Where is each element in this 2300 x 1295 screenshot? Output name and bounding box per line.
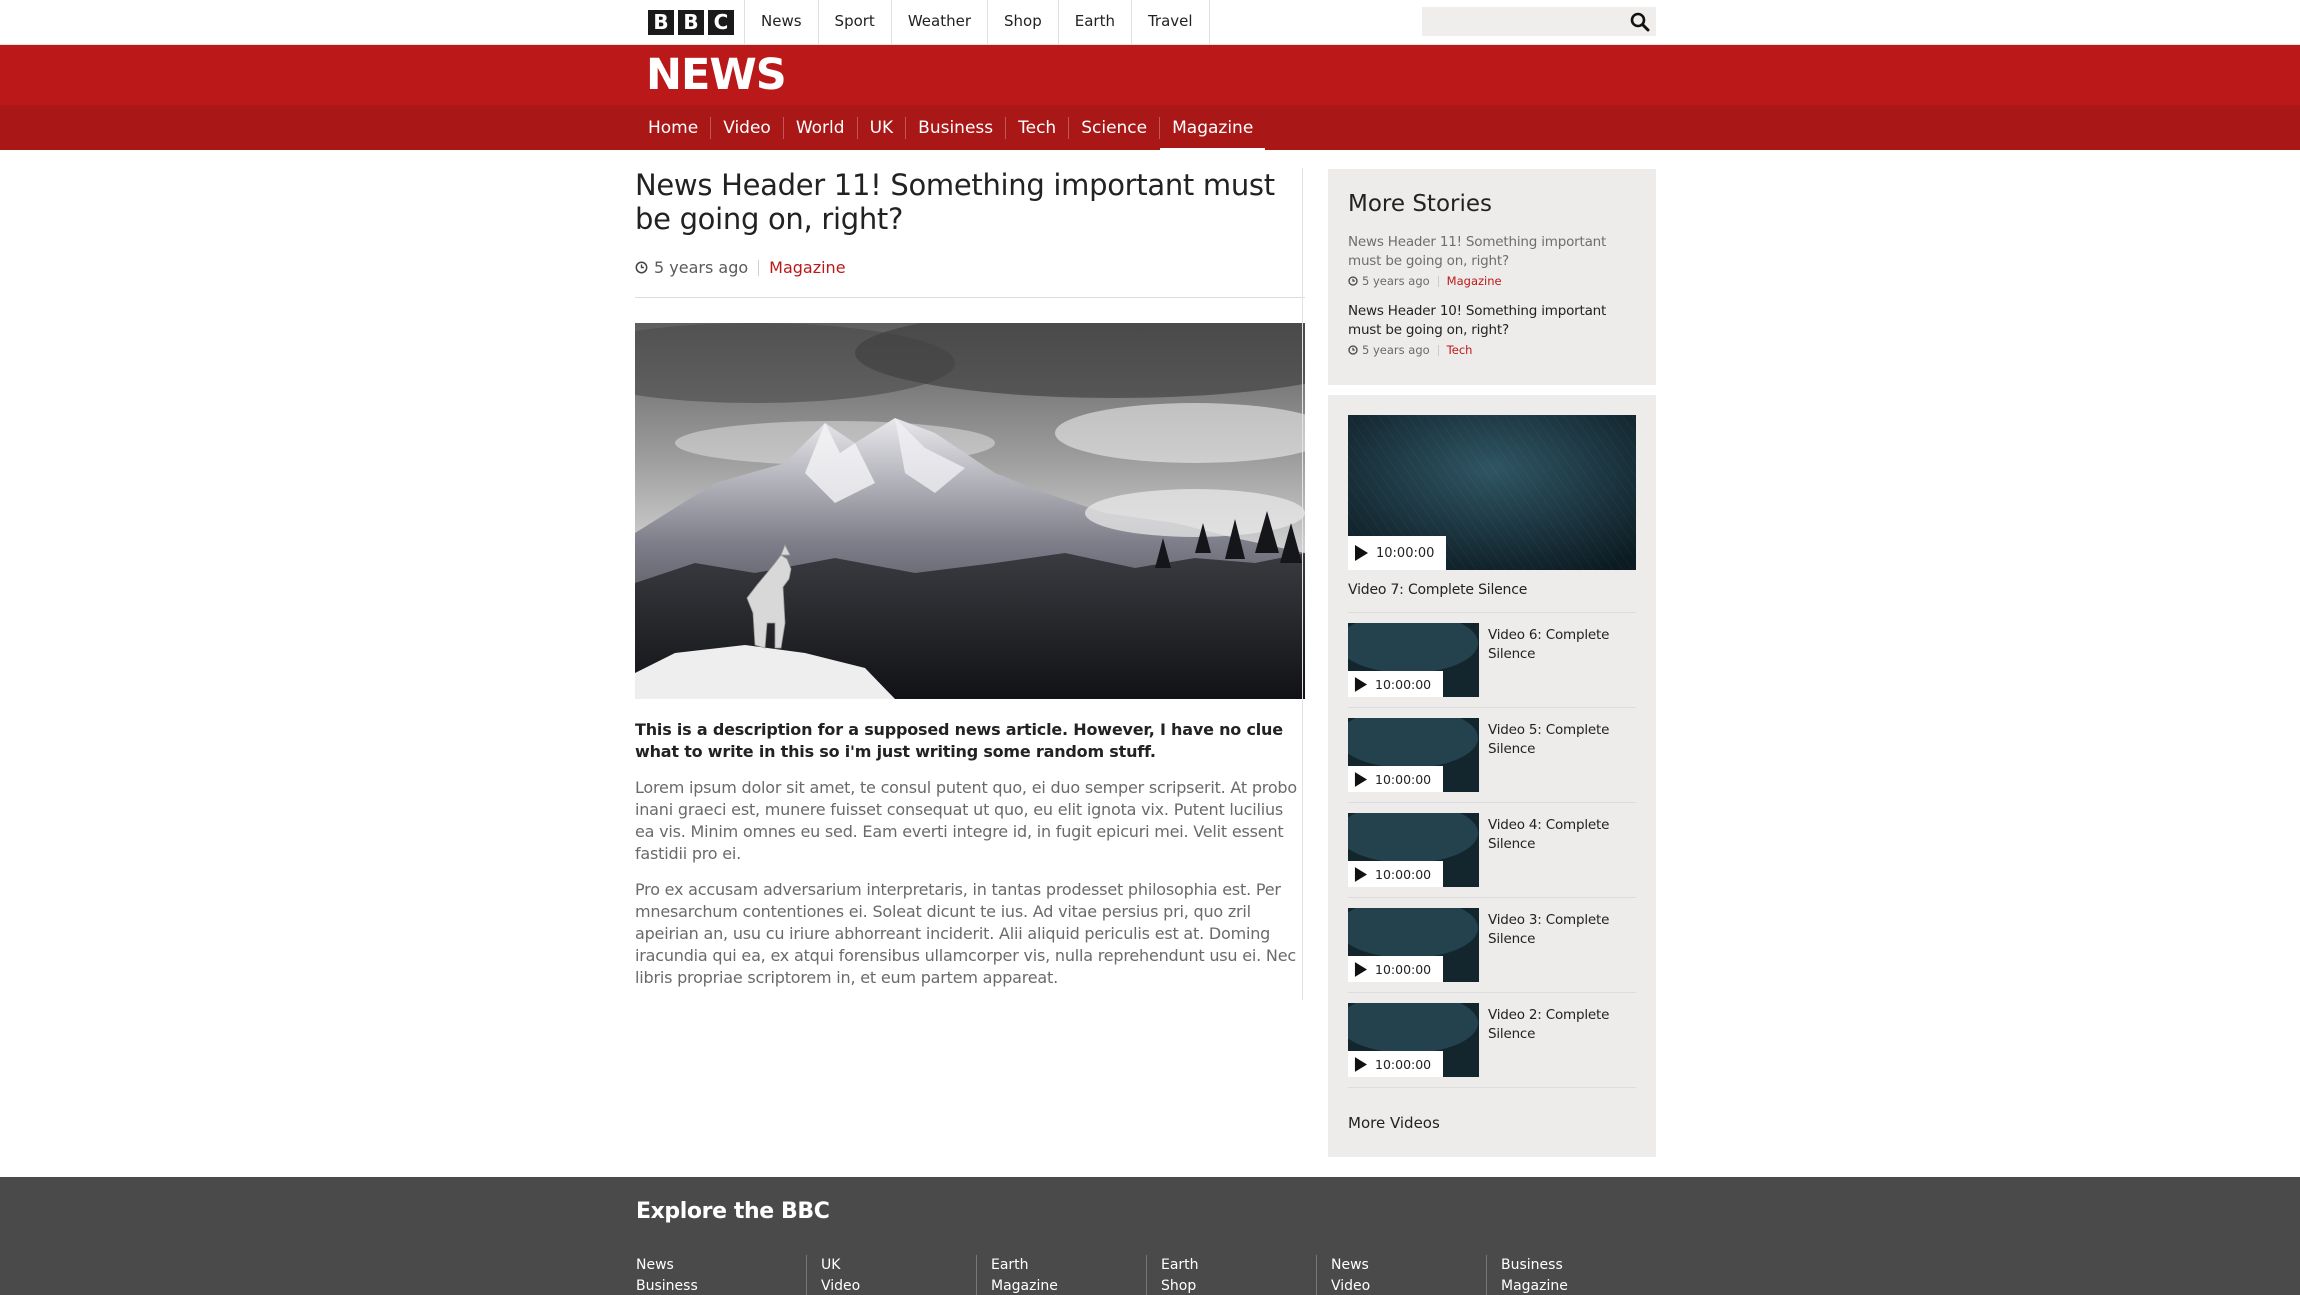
more-stories-title: More Stories (1348, 191, 1492, 217)
section-nav-uk[interactable]: UK (858, 117, 907, 139)
global-header-inner (636, 0, 1656, 45)
video-thumbnail[interactable] (1348, 718, 1479, 792)
meta-divider (758, 260, 759, 276)
story-item[interactable] (1348, 302, 1636, 357)
video-duration-tag[interactable] (1348, 861, 1443, 887)
video-duration: 10:00:00 (1376, 545, 1435, 561)
play-icon (1354, 772, 1367, 787)
bbc-logo-letter: B (648, 10, 674, 35)
story-time: 5 years ago (1362, 274, 1430, 288)
video-duration-tag[interactable] (1348, 536, 1446, 570)
story-headline[interactable]: News Header 10! Something important must be going on, right? (1348, 303, 1607, 338)
section-nav-bar (0, 105, 2300, 150)
mountain-wolf-image (635, 323, 1305, 699)
footer-column (1316, 1255, 1486, 1295)
video-list-item[interactable] (1348, 803, 1636, 898)
footer-column (1486, 1255, 1656, 1295)
article-time: 5 years ago (654, 258, 749, 277)
video-thumbnail[interactable] (1348, 623, 1479, 697)
bbc-logo-letter: B (678, 10, 704, 35)
article-title: News Header 11! Something important must be going on, right? (635, 168, 1275, 236)
footer-column (1146, 1255, 1316, 1295)
video-list-item[interactable] (1348, 708, 1636, 803)
play-icon (1354, 867, 1367, 882)
play-icon (1354, 1057, 1367, 1072)
section-nav-video[interactable]: Video (711, 117, 784, 139)
global-nav (744, 0, 1210, 45)
video-duration: 10:00:00 (1375, 676, 1432, 692)
video-duration-tag[interactable] (1348, 956, 1443, 982)
search-box (1422, 7, 1656, 36)
article (635, 168, 1305, 989)
footer-link[interactable]: Earth (991, 1257, 1029, 1273)
video-duration: 10:00:00 (1375, 866, 1432, 882)
video-duration-tag[interactable] (1348, 671, 1443, 697)
footer-link[interactable]: Magazine (1501, 1278, 1568, 1294)
featured-video-thumbnail[interactable] (1348, 415, 1636, 570)
video-title[interactable]: Video 3: Complete Silence (1488, 912, 1610, 947)
clock-icon (1348, 276, 1358, 286)
video-duration: 10:00:00 (1375, 961, 1432, 977)
article-lead: This is a description for a supposed news article. However, I have no clue what to write in this so i'm just writing some random stuff. (635, 720, 1283, 761)
clock-icon (635, 261, 648, 274)
video-list-item[interactable] (1348, 613, 1636, 708)
footer-link[interactable]: Business (636, 1278, 698, 1294)
section-nav-tech[interactable]: Tech (1006, 117, 1069, 139)
story-headline[interactable]: News Header 11! Something important must be going on, right? (1348, 234, 1607, 269)
footer-link[interactable]: News (1331, 1257, 1369, 1273)
play-icon (1354, 545, 1368, 561)
global-nav-earth[interactable]: Earth (1059, 0, 1132, 45)
video-title[interactable]: Video 6: Complete Silence (1488, 627, 1610, 662)
section-nav-magazine[interactable]: Magazine (1160, 117, 1265, 139)
global-header (0, 0, 2300, 45)
video-list-item[interactable] (1348, 898, 1636, 993)
footer (0, 1177, 2300, 1295)
article-category-link[interactable]: Magazine (769, 258, 846, 277)
section-nav-business[interactable]: Business (906, 117, 1006, 139)
footer-link[interactable]: Video (1331, 1278, 1371, 1294)
story-meta (1348, 343, 1636, 357)
footer-link[interactable]: News (636, 1257, 674, 1273)
video-title[interactable]: Video 5: Complete Silence (1488, 722, 1610, 757)
video-title[interactable]: Video 4: Complete Silence (1488, 817, 1610, 852)
section-nav (636, 105, 1265, 150)
column-divider (1302, 168, 1303, 1000)
video-duration-tag[interactable] (1348, 1051, 1443, 1077)
news-section-title[interactable]: NEWS (646, 50, 786, 100)
search-button[interactable] (1624, 7, 1656, 36)
video-title[interactable]: Video 2: Complete Silence (1488, 1007, 1610, 1042)
footer-title: Explore the BBC (636, 1199, 830, 1224)
search-icon (1630, 12, 1650, 32)
story-meta (1348, 274, 1636, 288)
footer-column (976, 1255, 1146, 1295)
news-banner (0, 45, 2300, 105)
play-icon (1354, 677, 1367, 692)
meta-divider (1438, 276, 1439, 287)
global-nav-sport[interactable]: Sport (819, 0, 892, 45)
video-duration-tag[interactable] (1348, 766, 1443, 792)
section-nav-home[interactable]: Home (636, 117, 711, 139)
bbc-logo-letter: C (708, 10, 734, 35)
more-stories-panel (1328, 169, 1656, 385)
footer-column (636, 1255, 806, 1295)
global-nav-shop[interactable]: Shop (988, 0, 1059, 45)
story-item[interactable] (1348, 233, 1636, 288)
footer-link[interactable]: Magazine (991, 1278, 1058, 1294)
footer-link[interactable]: Video (821, 1278, 861, 1294)
featured-video-title[interactable]: Video 7: Complete Silence (1348, 582, 1636, 613)
meta-divider (1438, 345, 1439, 356)
global-nav-weather[interactable]: Weather (892, 0, 988, 45)
global-nav-travel[interactable]: Travel (1132, 0, 1210, 45)
video-thumbnail[interactable] (1348, 908, 1479, 982)
videos-panel (1328, 395, 1656, 1157)
story-category-link[interactable]: Magazine (1446, 274, 1502, 288)
bbc-logo[interactable] (648, 10, 734, 35)
global-nav-news[interactable]: News (745, 0, 819, 45)
article-paragraph: Pro ex accusam adversarium interpretaris, in tantas prodesset philosophia est. Per mnesarchum contentiones ei. Soleat dicunt te ius. Ad vitae persius pri, quo zril apeirian an, usu cu iriure abhorreant inciderit. Alii aliquid periculis est at. Doming iracundia qui ea, ex atqui forensibus ullamcorper vis, nulla reprehendunt usu ei. Nec libris propriae scriptorem in, et eum partem appareat. (635, 880, 1296, 987)
clock-icon (1348, 345, 1358, 355)
story-category-link[interactable]: Tech (1446, 343, 1473, 357)
footer-link[interactable]: Shop (1161, 1278, 1197, 1294)
more-videos-link[interactable]: More Videos (1348, 1114, 1440, 1132)
article-meta (635, 258, 1305, 298)
video-thumbnail[interactable] (1348, 813, 1479, 887)
section-nav-science[interactable]: Science (1069, 117, 1160, 139)
section-nav-world[interactable]: World (784, 117, 858, 139)
video-list-item[interactable] (1348, 993, 1636, 1088)
story-time: 5 years ago (1362, 343, 1430, 357)
article-paragraph: Lorem ipsum dolor sit amet, te consul putent quo, ei duo semper scripserit. At probo inani graeci est, munere fuisset consequat ut quo, eu elit ignota vix. Putent lucilius ea vis. Minim omnes eu sed. Eam everti integre id, in fugit epicuri mei. Velit essent fastidii pro ei. (635, 778, 1297, 863)
footer-link-columns (636, 1255, 1656, 1295)
video-thumbnail[interactable] (1348, 1003, 1479, 1077)
footer-link[interactable]: UK (821, 1257, 841, 1273)
search-input[interactable] (1422, 7, 1624, 36)
play-icon (1354, 962, 1367, 977)
video-duration: 10:00:00 (1375, 771, 1432, 787)
article-hero-image (635, 323, 1305, 699)
footer-link[interactable]: Business (1501, 1257, 1563, 1273)
video-duration: 10:00:00 (1375, 1056, 1432, 1072)
footer-column (806, 1255, 976, 1295)
footer-link[interactable]: Earth (1161, 1257, 1199, 1273)
